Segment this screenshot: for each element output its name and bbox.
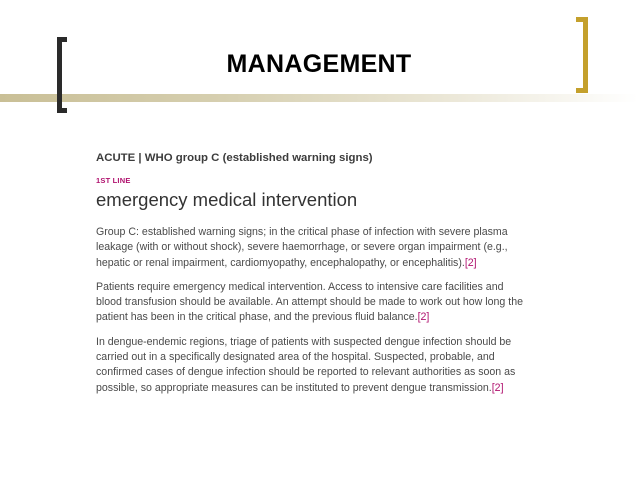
reference-link[interactable]: [2] bbox=[417, 311, 430, 324]
reference-link[interactable]: [2] bbox=[491, 381, 504, 394]
paragraph-text: Patients require emergency medical intervention. Access to intensive care facilities and blood transfusion should be available. An attempt should be made to work out how long the patient has been in the critical phase, and the previous fluid balance. bbox=[96, 280, 523, 324]
paragraph-group-c bbox=[96, 225, 528, 271]
slide-title: MANAGEMENT bbox=[226, 50, 412, 78]
title-underline-bar bbox=[0, 94, 638, 102]
section-heading: ACUTE | WHO group C (established warning signs) bbox=[96, 152, 373, 164]
paragraph-triage bbox=[96, 335, 528, 396]
reference-link[interactable]: [2] bbox=[464, 256, 477, 269]
content-block bbox=[96, 152, 528, 405]
line-label: 1ST LINE bbox=[96, 176, 131, 185]
paragraph-text: In dengue-endemic regions, triage of patients with suspected dengue infection should be carried out in a specifically designated area of the hospital. Suspected, probable, and confirmed cases of dengue infection should be reported to relevant authorities as soon as possible, so appropriate measures can be instituted to prevent dengue transmission. bbox=[96, 335, 516, 394]
paragraph-text: Group C: established warning signs; in the critical phase of infection with severe plasma leakage (with or without shock), severe haemorrhage, or severe organ impairment (e.g., hepatic or renal impairment, cardiomyopathy, encephalopathy, or encephalitis). bbox=[96, 226, 508, 269]
intervention-heading: emergency medical intervention bbox=[96, 189, 358, 210]
paragraph-emergency-intervention bbox=[96, 280, 528, 326]
